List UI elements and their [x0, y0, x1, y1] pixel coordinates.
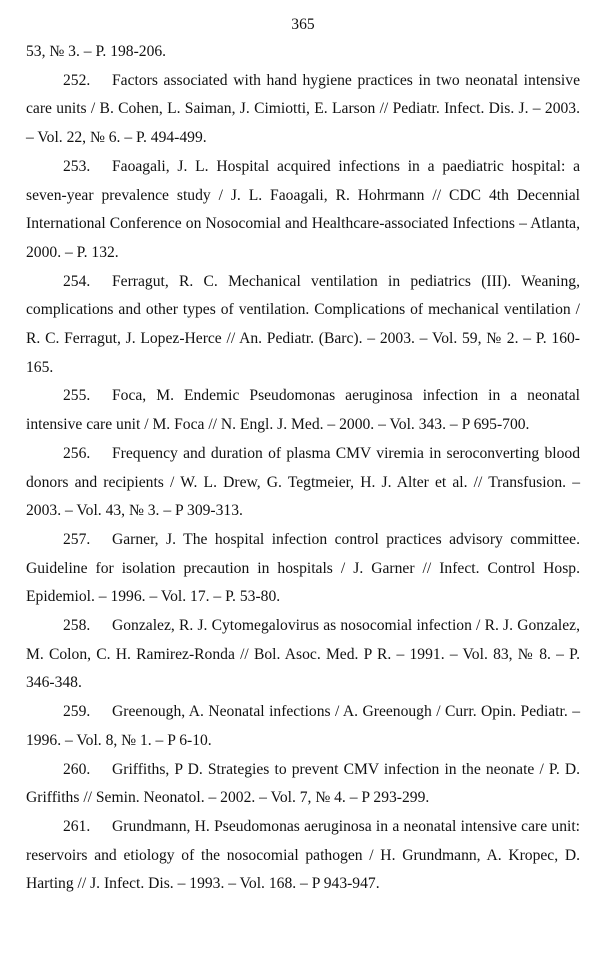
- reference-number: 253.: [63, 157, 91, 175]
- reference-number: 256.: [63, 444, 91, 462]
- reference-entry: [26, 813, 580, 899]
- reference-text: Foca, M. Endemic Pseudomonas aeruginosa infection in a neonatal intensive care unit / M. Foca // N. Engl. J. Med. – 2000. – Vol. 343. – P 695-700.: [26, 387, 580, 434]
- reference-number: 254.: [63, 272, 91, 290]
- reference-entry: [26, 268, 580, 383]
- reference-entry: [26, 756, 580, 813]
- reference-entry: [26, 153, 580, 268]
- reference-number: 257.: [63, 530, 91, 548]
- reference-entry: [26, 698, 580, 755]
- reference-continuation: 53, № 3. – P. 198-206.: [26, 43, 167, 60]
- reference-entry: [26, 612, 580, 698]
- reference-entry: [26, 526, 580, 612]
- reference-text: Frequency and duration of plasma CMV viremia in seroconverting blood donors and recipients / W. L. Drew, G. Tegtmeier, H. J. Alter et al. // Transfusion. – 2003. – Vol. 43, № 3. – P 309-313.: [26, 444, 580, 520]
- reference-text: Ferragut, R. C. Mechanical ventilation in pediatrics (III). Weaning, complications and other types of ventilation. Complications of mechanical ventilation / R. C. Ferragut, J. Lopez-Herce // An. Pediatr. (Barc). – 2003. – Vol. 59, № 2. – P. 160-165.: [26, 272, 580, 376]
- reference-number: 255.: [63, 387, 91, 405]
- reference-number: 261.: [63, 817, 91, 835]
- reference-number: 259.: [63, 703, 91, 721]
- reference-number: 252.: [63, 71, 91, 89]
- reference-text: Greenough, A. Neonatal infections / A. Greenough / Curr. Opin. Pediatr. – 1996. – Vol. 8, № 1. – P 6-10.: [26, 703, 580, 749]
- reference-text: Griffiths, P D. Strategies to prevent CMV infection in the neonate / P. D. Griffiths // Semin. Neonatol. – 2002. – Vol. 7, № 4. – P 293-299.: [26, 760, 580, 807]
- reference-list: [26, 67, 580, 899]
- reference-text: Garner, J. The hospital infection control practices advisory committee. Guideline for isolation precaution in hospitals / J. Garner // Infect. Control Hosp. Epidemiol. – 1996. – Vol. 17. – P. 53-80.: [26, 530, 580, 606]
- reference-text: Factors associated with hand hygiene practices in two neonatal intensive care units / B. Cohen, L. Saiman, J. Cimiotti, E. Larson // Pediatr. Infect. Dis. J. – 2003. – Vol. 22, № 6. – P. 494-499.: [26, 71, 580, 147]
- reference-number: 260.: [63, 760, 91, 778]
- reference-number: 258.: [63, 617, 91, 635]
- reference-text: Faoagali, J. L. Hospital acquired infections in a paediatric hospital: a seven-year prevalence study / J. L. Faoagali, R. Hohrmann // CDC 4th Decennial International Conference on Nosocomial and Healthcare-associated Infections – Atlanta, 2000. – P. 132.: [26, 157, 580, 261]
- reference-entry: [26, 440, 580, 526]
- page-number: 365: [291, 16, 315, 33]
- reference-entry: [26, 67, 580, 153]
- reference-text: Grundmann, H. Pseudomonas aeruginosa in a neonatal intensive care unit: reservoirs and etiology of the nosocomial pathogen / H. Grundmann, A. Kropec, D. Harting // J. Infect. Dis. – 1993. – Vol. 168. – P 943-947.: [26, 817, 580, 893]
- reference-text: Gonzalez, R. J. Cytomegalovirus as nosocomial infection / R. J. Gonzalez, M. Colon, C. H. Ramirez-Ronda // Bol. Asoc. Med. P R. – 1991. – Vol. 83, № 8. – P. 346-348.: [26, 617, 580, 692]
- reference-entry: [26, 382, 580, 439]
